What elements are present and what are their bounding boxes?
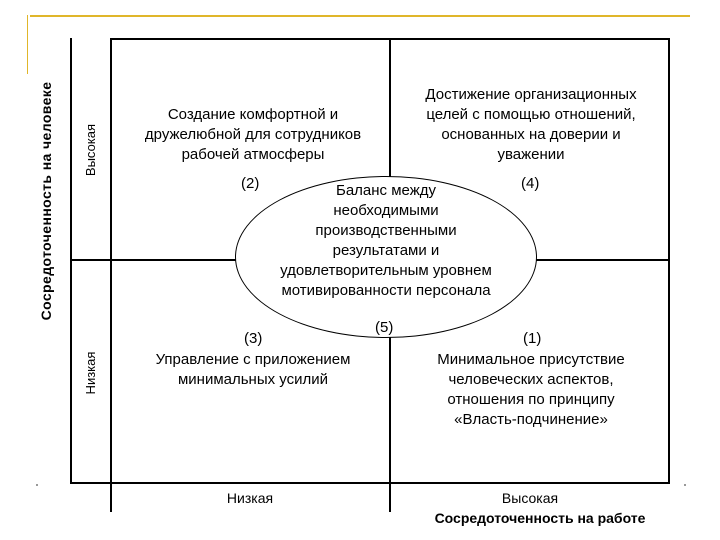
grid-bottom-border: [70, 482, 670, 484]
quadrant-1-number: (1): [523, 330, 542, 347]
balance-ellipse-text: Баланс между необходимыми производственными результатами и удовлетворительным уровнем мотивированности персонала: [280, 182, 492, 299]
balance-ellipse-number: (5): [375, 319, 394, 336]
y-axis-high-label: Высокая: [83, 123, 98, 177]
x-axis-low-label: Низкая: [226, 490, 274, 506]
grid-right-border: [668, 38, 670, 484]
quadrant-2-text: Создание комфортной и дружелюбной для сотрудников рабочей атмосферы: [144, 106, 362, 163]
decorative-accent-vertical-rule: [27, 15, 28, 74]
y-axis-title: Сосредоточенность на человеке: [38, 81, 54, 321]
quadrant-3-text: Управление с приложением минимальных усилий: [155, 351, 351, 388]
stray-dot-left: [36, 484, 38, 486]
decorative-accent-horizontal-rule: [30, 15, 690, 17]
quadrant-1-text: Минимальное присутствие человеческих аспектов, отношения по принципу «Власть-подчинение»: [437, 351, 625, 428]
stray-dot-right: [684, 484, 686, 486]
x-axis-title: Сосредоточенность на работе: [434, 510, 646, 526]
quadrant-4-text: Достижение организационных целей с помощью отношений, основанных на доверии и уважении: [425, 86, 637, 163]
quadrant-3-number: (3): [244, 330, 263, 347]
x-axis-high-label: Высокая: [501, 490, 559, 506]
x-axis-tick-left: [110, 482, 112, 512]
y-axis-left-stub: [70, 38, 72, 484]
quadrant-4-number: (4): [521, 175, 540, 192]
y-axis-low-label: Низкая: [83, 351, 98, 395]
grid-left-border: [110, 38, 112, 484]
quadrant-2-number: (2): [241, 175, 260, 192]
